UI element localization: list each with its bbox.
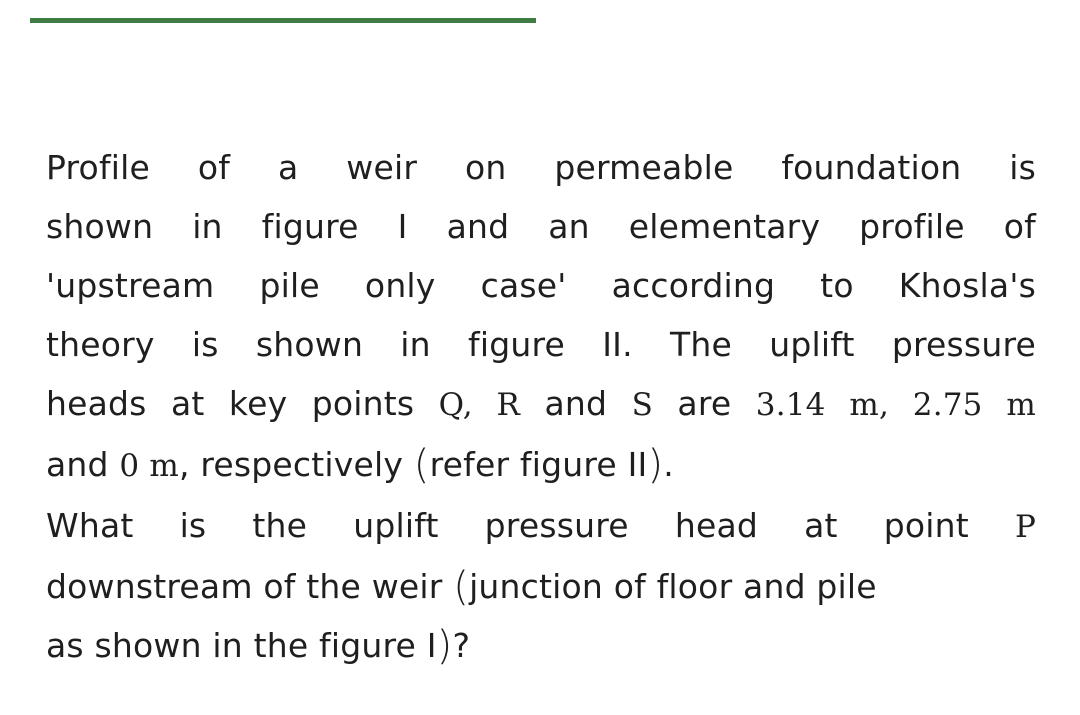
math-value-zero: 0 m [119,448,179,484]
top-divider [30,18,536,23]
question-line-7 [46,496,1036,557]
close-paren: ) [436,623,453,669]
text-segment: refer figure II [429,445,648,484]
open-paren: ( [453,564,470,610]
question-line-2: shown in figure I and an elementary profile of [46,207,1036,246]
question-line-9 [46,616,1036,675]
math-point-p: P [1014,509,1036,545]
text-segment: heads at key points [46,384,439,423]
text-segment: and [46,445,120,484]
question-line-3: 'upstream pile only case' according to Khosla's [46,266,1036,305]
text-segment: are [653,384,756,423]
question-line-6 [46,435,1036,496]
close-paren: ) [647,442,664,488]
math-values: 3.14 m, 2.75 m [755,387,1036,423]
text-segment: What is the uplift pressure head at point [46,506,1015,545]
math-point-s: S [631,387,654,423]
open-paren: ( [413,442,430,488]
text-segment: as shown in the figure I [46,626,437,665]
text-segment: junction of floor and pile [469,567,877,606]
question-line-5 [46,374,1036,435]
question-text [46,138,1036,675]
text-segment: , respectively [178,445,414,484]
text-segment: and [520,384,632,423]
question-line-1: Profile of a weir on permeable foundation is [46,148,1036,187]
text-segment: downstream of the weir [46,567,454,606]
question-line-4: theory is shown in figure II. The uplift pressure [46,325,1036,364]
text-segment: . [663,445,674,484]
question-line-8 [46,557,1036,616]
text-segment: ? [452,626,471,665]
math-points: Q, R [438,387,521,423]
